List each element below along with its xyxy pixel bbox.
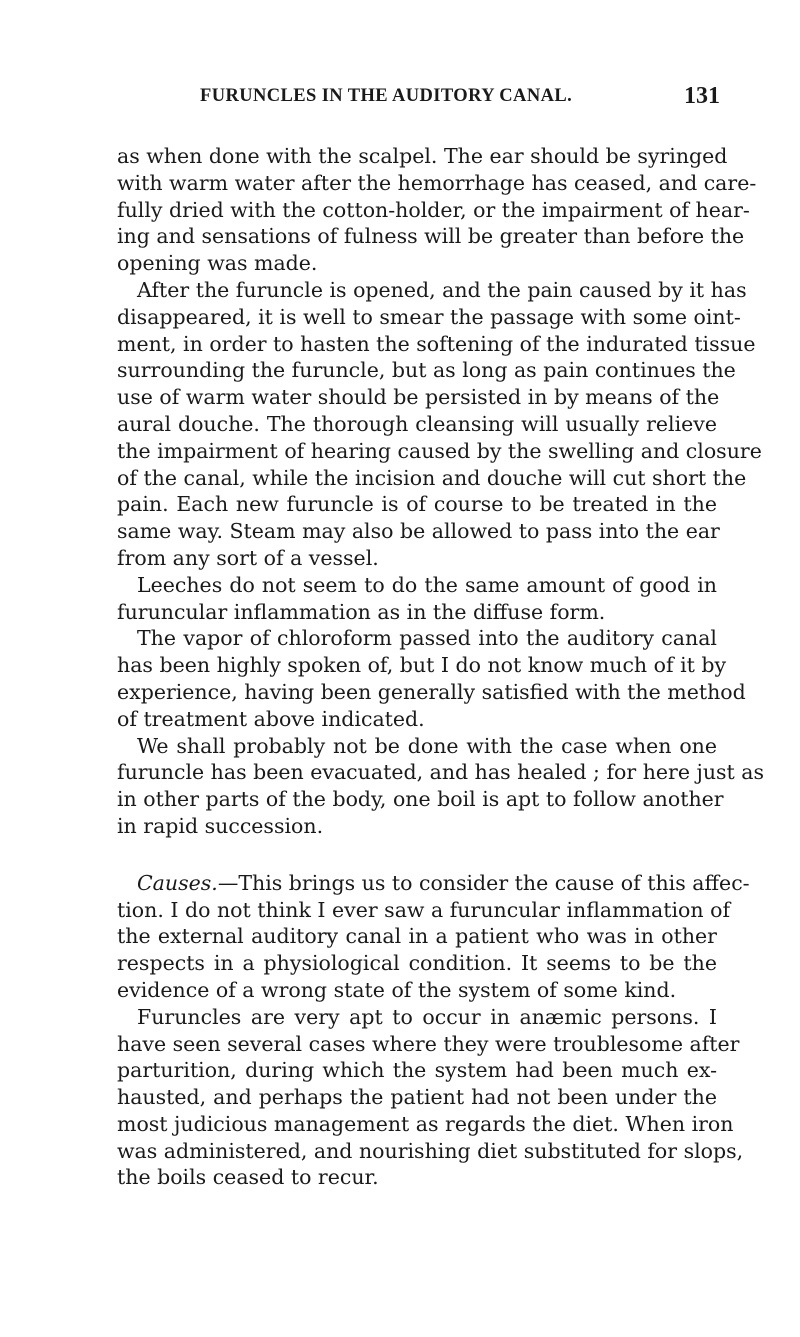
text-line: Leeches do not seem to do the same amount of good in: [137, 572, 717, 597]
section-gap: [117, 840, 717, 870]
running-title: FURUNCLES IN THE AUDITORY CANAL.: [200, 86, 573, 106]
text-line: as when done with the scalpel. The ear should be syringed: [117, 144, 728, 168]
text-line: same way. Steam may also be allowed to pass into the ear: [117, 519, 720, 544]
running-head: [160, 83, 720, 116]
text-span: —This brings us to consider the cause of this affec-: [217, 870, 750, 895]
paragraph: [117, 143, 757, 277]
text-line: pain. Each new furuncle is of course to be treated in the: [117, 492, 717, 517]
text-line: have seen several cases where they were troublesome after: [117, 1031, 740, 1056]
body-text: [117, 143, 765, 1191]
text-line: After the furuncle is opened, and the pain caused by it has: [137, 277, 747, 302]
paragraph: [117, 1004, 744, 1192]
text-line: furuncular inflammation as in the diffuse form.: [117, 599, 606, 624]
text-line: fully dried with the cotton-holder, or the impairment of hear-: [117, 197, 750, 222]
text-line: aural douche. The thorough cleansing will usually relieve: [117, 411, 717, 436]
text-line: ing and sensations of fulness will be greater than before the: [117, 224, 745, 249]
text-line: in other parts of the body, one boil is apt to follow another: [117, 787, 724, 812]
text-line: opening was made.: [117, 251, 318, 276]
text-line: The vapor of chloroform passed into the auditory canal: [137, 626, 717, 651]
text-line: with warm water after the hemorrhage has ceased, and care-: [117, 170, 757, 195]
text-line: has been highly spoken of, but I do not know much of it by: [117, 653, 727, 678]
text-line: of the canal, while the incision and douche will cut short the: [117, 465, 747, 490]
text-line: from any sort of a vessel.: [117, 545, 379, 570]
text-line: disappeared, it is well to smear the passage with some oint-: [117, 304, 741, 329]
text-line: [117, 870, 750, 897]
text-line: evidence of a wrong state of the system of some kind.: [117, 977, 677, 1002]
section-lead: Causes.: [137, 870, 218, 895]
paragraph: [117, 277, 762, 572]
text-line: parturition, during which the system had been much ex-: [117, 1058, 717, 1083]
text-line: furuncle has been evacuated, and has healed ; for here just as: [117, 760, 765, 785]
text-line: was administered, and nourishing diet substituted for slops,: [117, 1138, 744, 1163]
text-line: Furuncles are very apt to occur in anæmic persons. I: [137, 1004, 717, 1029]
text-line: most judicious management as regards the diet. When iron: [117, 1111, 734, 1136]
text-line: experience, having been generally satisfied with the method: [117, 679, 746, 704]
text-line: ment, in order to hasten the softening of the indurated tissue: [117, 331, 756, 356]
text-line: surrounding the furuncle, but as long as pain continues the: [117, 358, 736, 383]
text-line: of treatment above indicated.: [117, 706, 425, 731]
text-line: tion. I do not think I ever saw a furuncular inflammation of: [117, 897, 731, 922]
text-line: in rapid succession.: [117, 813, 324, 838]
paragraph: [117, 625, 746, 732]
paragraph: [117, 733, 765, 840]
paragraph: [117, 870, 750, 1004]
text-line: the boils ceased to recur.: [117, 1165, 379, 1190]
text-line: We shall probably not be done with the case when one: [137, 733, 717, 758]
page-number: 131: [684, 83, 720, 109]
text-line: hausted, and perhaps the patient had not been under the: [117, 1085, 717, 1110]
text-line: use of warm water should be persisted in by means of the: [117, 385, 720, 410]
paragraph: [117, 572, 717, 626]
text-line: the external auditory canal in a patient who was in other: [117, 924, 717, 949]
text-line: respects in a physiological condition. It seems to be the: [117, 951, 717, 976]
text-line: the impairment of hearing caused by the swelling and closure: [117, 438, 762, 463]
